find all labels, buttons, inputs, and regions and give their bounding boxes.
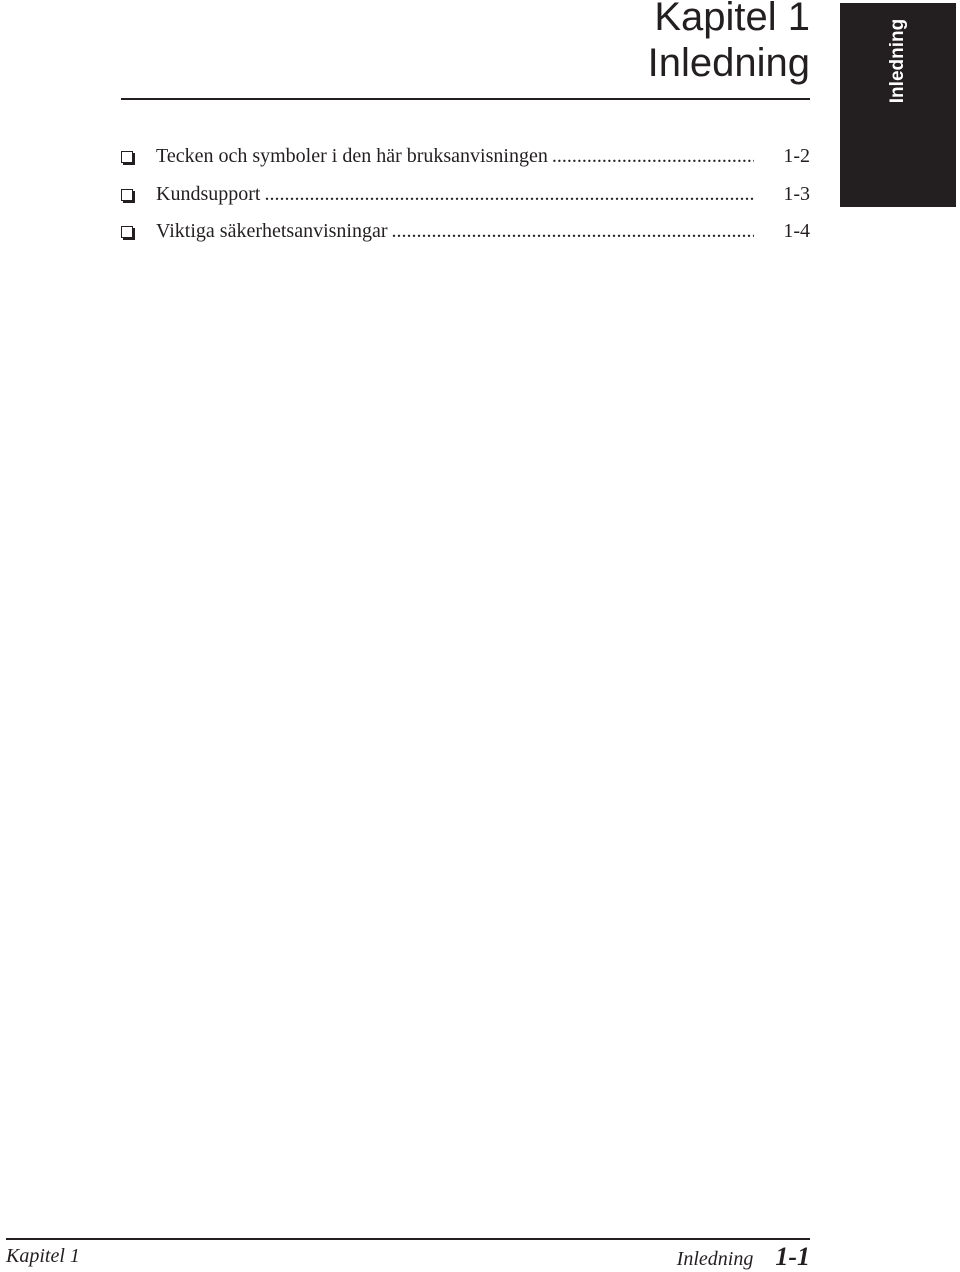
chapter-number: Kapitel 1 [654, 0, 810, 39]
checkbox-bullet-icon [121, 226, 133, 238]
chapter-side-tab [840, 3, 956, 207]
toc-dot-leader [552, 145, 754, 168]
toc-dot-leader [392, 220, 754, 243]
toc-item-page: 1-4 [783, 220, 810, 242]
footer-right [677, 1242, 810, 1272]
toc-item-page: 1-3 [783, 182, 810, 205]
heading-divider [121, 98, 810, 100]
toc-item-title: Kundsupport [156, 182, 261, 205]
page-number: 1-1 [775, 1242, 810, 1271]
chapter-title: Inledning [647, 41, 810, 85]
checkbox-bullet-icon [121, 151, 133, 163]
footer-divider [6, 1238, 810, 1240]
table-of-contents [121, 145, 810, 258]
toc-item-title: Tecken och symboler i den här bruksanvisningen [156, 145, 548, 167]
toc-item[interactable] [121, 183, 810, 221]
toc-item[interactable] [121, 145, 810, 183]
checkbox-bullet-icon [121, 189, 133, 201]
toc-item-page: 1-2 [783, 145, 810, 167]
toc-item-title: Viktiga säkerhetsanvisningar [156, 220, 388, 242]
side-tab-label: Inledning [887, 18, 908, 104]
chapter-heading [648, 0, 810, 86]
footer-chapter: Kapitel 1 [6, 1245, 80, 1267]
footer-section: Inledning [676, 1248, 754, 1270]
toc-dot-leader [264, 183, 754, 206]
toc-item[interactable] [121, 220, 810, 258]
